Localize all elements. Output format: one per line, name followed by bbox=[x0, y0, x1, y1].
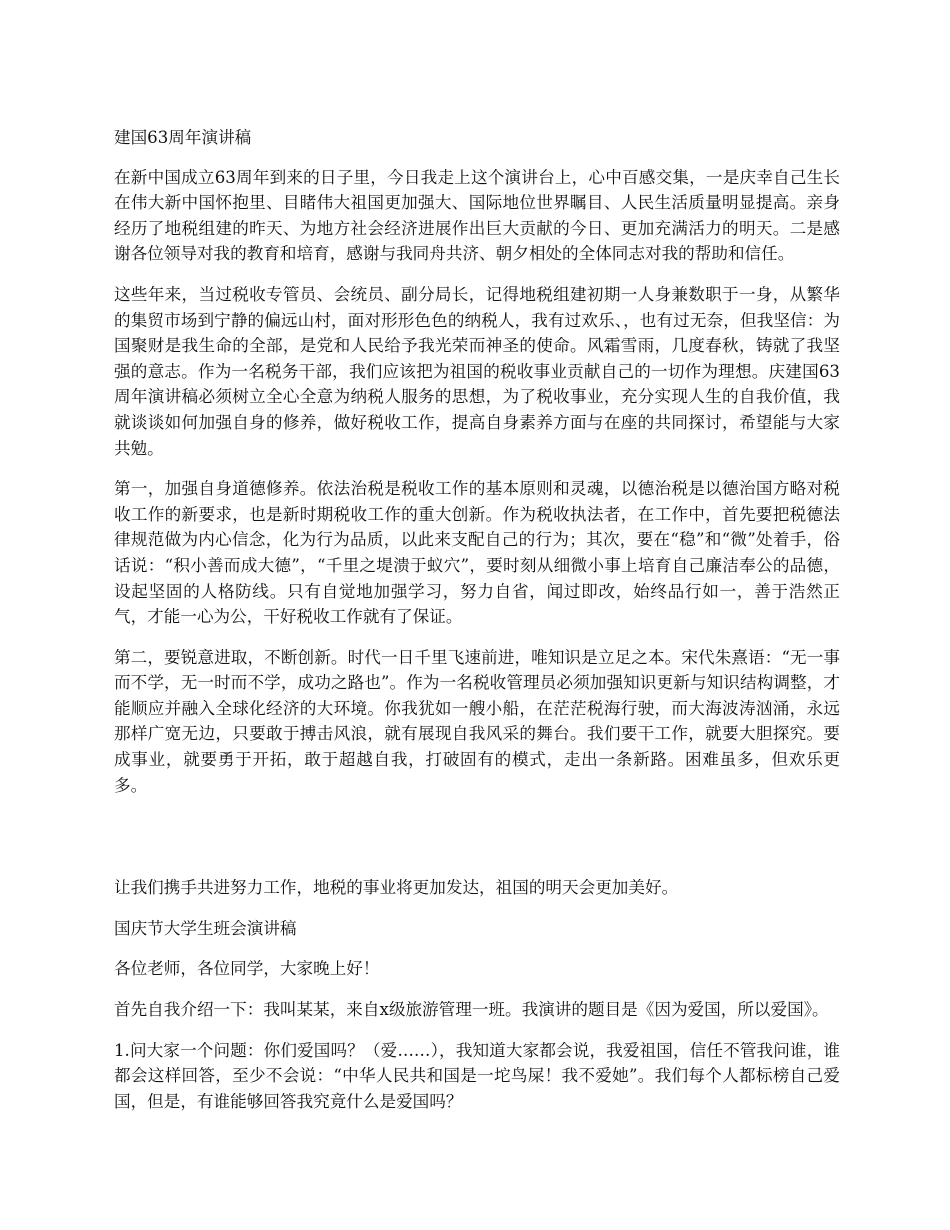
section1-paragraph-4: 第二，要锐意进取，不断创新。时代一日千里飞速前进，唯知识是立足之本。宋代朱熹语：“无一事而不学，无一时而不学，成功之路也”。作为一名税收管理员必须加强知识更新与知识结构调整，才能顺应并融入全球化经济的大环境。你我犹如一艘小船，在茫茫税海行驶，而大海波涛汹涌，永远那样广宽无边，只要敢于搏击风浪，就有展现自我风采的舞台。我们要干工作，就要大胆探究。要成事业，就要勇于开拓，敢于超越自我，打破固有的模式，走出一条新路。困难虽多，但欢乐更多。 bbox=[114, 647, 840, 795]
section2-paragraph-2: 1.问大家一个问题：你们爱国吗？（爱……），我知道大家都会说，我爱祖国，信任不管我问谁，谁都会这样回答，至少不会说：“中华人民共和国是一坨鸟屎！我不爱她”。我们每个人都标榜自己爱国，但是，有谁能够回答我究竟什么是爱国吗？ bbox=[114, 1040, 840, 1111]
blank-spacer bbox=[114, 813, 840, 875]
section1-title: 建国63周年演讲稿 bbox=[114, 128, 252, 147]
section1-paragraph-3: 第一，加强自身道德修养。依法治税是税收工作的基本原则和灵魂，以德治税是以德治国方略对税收工作的新要求，也是新时期税收工作的重大创新。作为税收执法者，在工作中，首先要把税德法律规范做为内心信念，化为行为品质，以此来支配自己的行为；其次，要在“稳”和“微”处着手，俗话说：“积小善而成大德”，“千里之堤溃于蚁穴”，要时刻从细微小事上培育自己廉洁奉公的品德，设起坚固的人格防线。只有自觉地加强学习，努力自省，闻过即改，始终品行如一，善于浩然正气，才能一心为公，干好税收工作就有了保证。 bbox=[114, 479, 840, 627]
section1-closing: 让我们携手共进努力工作，地税的事业将更加发达，祖国的明天会更加美好。 bbox=[114, 878, 679, 898]
document-body bbox=[114, 125, 840, 1129]
section1-paragraph-1: 在新中国成立63周年到来的日子里，今日我走上这个演讲台上，心中百感交集，一是庆幸自己生长在伟大新中国怀抱里、目睹伟大祖国更加强大、国际地位世界瞩目、人民生活质量明显提高。亲身经历了地税组建的昨天、为地方社会经济进展作出巨大贡献的今日、更加充满活力的明天。二是感谢各位领导对我的教育和培育，感谢与我同舟共济、朝夕相处的全体同志对我的帮助和信任。 bbox=[114, 167, 840, 264]
section2-title: 国庆节大学生班会演讲稿 bbox=[114, 918, 297, 938]
section2-paragraph-1: 首先自我介绍一下：我叫某某，来自x级旅游管理一班。我演讲的题目是《因为爱国，所以爱国》。 bbox=[114, 1000, 829, 1020]
section2-greeting: 各位老师，各位同学，大家晚上好！ bbox=[114, 959, 380, 979]
section1-paragraph-2: 这些年来，当过税收专管员、会统员、副分局长，记得地税组建初期一人身兼数职于一身，从繁华的集贸市场到宁静的偏远山村，面对形形色色的纳税人，我有过欢乐、，也有过无奈，但我坚信：为国聚财是我生命的全部，是党和人民给予我光荣而神圣的使命。风霜雪雨，几度春秋，铸就了我坚强的意志。作为一名税务干部，我们应该把为祖国的税收事业贡献自己的一切作为理想。庆建国63周年演讲稿必须树立全心全意为纳税人服务的思想，为了税收事业，充分实现人生的自我价值，我就谈谈如何加强自身的修养，做好税收工作，提高自身素养方面与在座的共同探讨，希望能与大家共勉。 bbox=[114, 284, 840, 458]
